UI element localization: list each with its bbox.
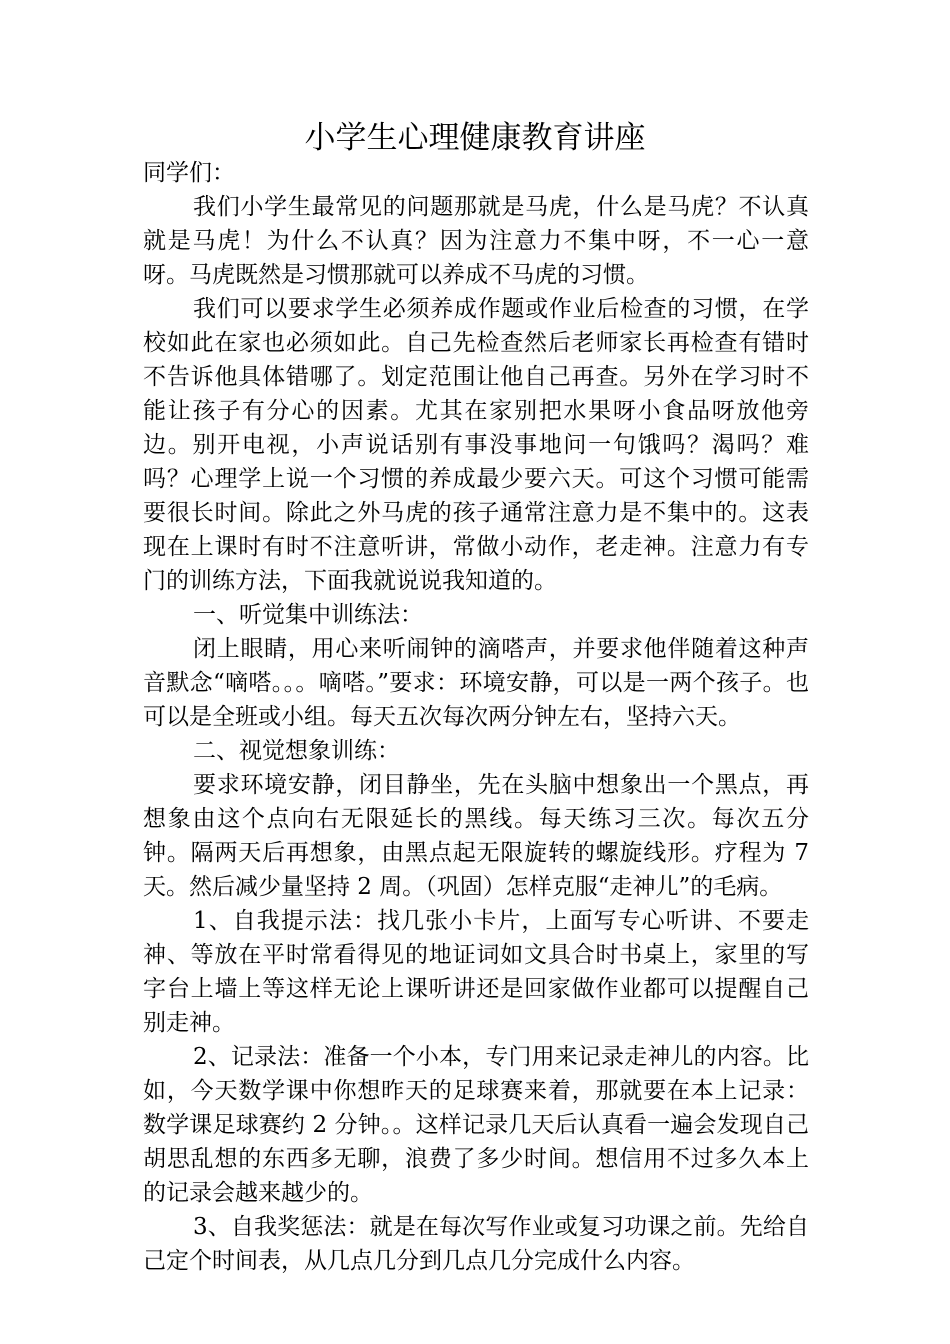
document-title: 小学生心理健康教育讲座 — [304, 120, 646, 156]
paragraph-reward: 3、自我奖惩法：就是在每次写作业或复习功课之前。先给自己定个时间表，从几点几分到几点几分完成什么内容。 — [143, 1214, 809, 1274]
paragraph-record: 2、记录法：准备一个小本，专门用来记录走神儿的内容。比如，今天数学课中你想昨天的足球赛来着，那就要在本上记录：数学课足球赛约 2 分钟。。这样记录几天后认真看一遍会发现自己胡思乱想的东西多无聊，浪费了多少时间。想信用不过多久本上的记录会越来越少的。 — [143, 1044, 809, 1206]
section-heading-visual: 二、视觉想象训练： — [193, 738, 400, 764]
paragraph-2: 我们可以要求学生必须养成作题或作业后检查的习惯，在学校如此在家也必须如此。自己先检查然后老师家长再检查有错时不告诉他具体错哪了。划定范围让他自己再查。另外在学习时不能让孩子有分心的因素。尤其在家别把水果呀小食品呀放他旁边。别开电视，小声说话别有事没事地问一句饿吗？渴吗？难吗？心理学上说一个习惯的养成最少要六天。可这个习惯可能需要很长时间。除此之外马虎的孩子通常注意力是不集中的。这表现在上课时有时不注意听讲，常做小动作，老走神。注意力有专门的训练方法，下面我就说说我知道的。 — [143, 296, 809, 594]
paragraph-visual: 要求环境安静，闭目静坐，先在头脑中想象出一个黑点，再想象由这个点向右无限延长的黑线。每天练习三次。每次五分钟。隔两天后再想象，由黑点起无限旋转的螺旋线形。疗程为 7 天。然后减少量坚持 2 周。（巩固）怎样克服“走神儿”的毛病。 — [143, 772, 809, 900]
document-body — [143, 156, 809, 1278]
greeting: 同学们： — [143, 160, 235, 186]
paragraph-self-prompt: 1、自我提示法：找几张小卡片，上面写专心听讲、不要走神、等放在平时常看得见的地证词如文具合时书桌上，家里的写字台上墙上等这样无论上课听讲还是回家做作业都可以提醒自己别走神。 — [143, 908, 809, 1036]
paragraph-1: 我们小学生最常见的问题那就是马虎，什么是马虎？不认真就是马虎！为什么不认真？因为注意力不集中呀，不一心一意呀。马虎既然是习惯那就可以养成不马虎的习惯。 — [143, 194, 809, 288]
section-heading-auditory: 一、听觉集中训练法： — [193, 602, 423, 628]
paragraph-auditory: 闭上眼睛，用心来听闹钟的滴嗒声，并要求他伴随着这种声音默念“嘀嗒。。。嘀嗒。”要求：环境安静，可以是一两个孩子。也可以是全班或小组。每天五次每次两分钟左右，坚持六天。 — [143, 636, 809, 730]
